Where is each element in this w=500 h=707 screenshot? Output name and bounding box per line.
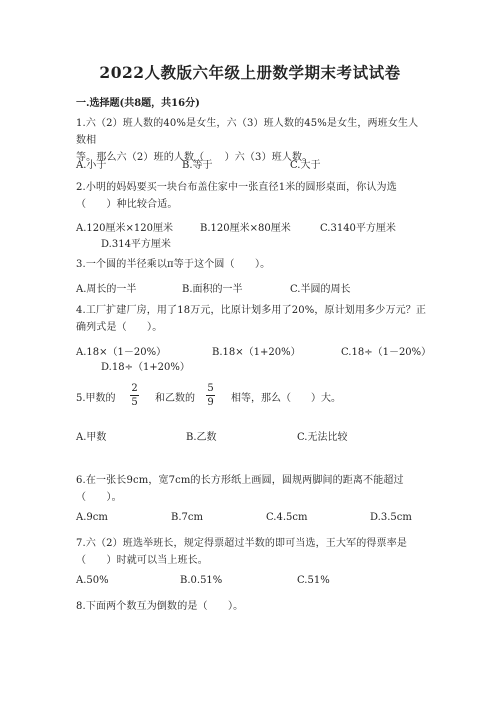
question-4-line-1: 4.工厂扩建厂房，用了18万元，比原计划多用了20%，原计划用多少万元？正	[76, 305, 427, 316]
question-2-option-d[interactable]: D.314平方厘米	[101, 239, 171, 250]
fraction-1-bar	[130, 395, 139, 396]
question-1-option-b[interactable]: B.等于	[182, 160, 213, 171]
question-4-line-2: 确列式是（ ）。	[76, 322, 163, 333]
question-7-option-c[interactable]: C.51%	[297, 575, 330, 586]
question-3-option-c[interactable]: C.半圆的周长	[290, 284, 351, 295]
fraction-1-denominator: 5	[131, 397, 138, 408]
question-1-line-2: 等。那么六（2）班的人数（ ）六（3）班人数。	[76, 152, 313, 163]
question-4	[76, 302, 428, 336]
question-8	[76, 598, 428, 615]
question-3-option-a[interactable]: A.周长的一半	[76, 284, 137, 295]
question-6-line-2: （ ）。	[76, 492, 122, 503]
question-1-line-1: 1.六（2）班人数的40%是女生，六（3）班人数的45%是女生，两班女生人数相	[76, 118, 419, 146]
section-heading: 一.选择题(共8题，共16分)	[76, 98, 200, 109]
question-7-option-b[interactable]: B.0.51%	[180, 575, 223, 586]
question-4-option-a[interactable]: A.18×（1－20%）	[76, 347, 167, 358]
fraction-2-denominator: 9	[207, 397, 214, 408]
question-5-option-b[interactable]: B.乙数	[186, 432, 217, 443]
fraction-2-bar	[206, 395, 215, 396]
question-8-line-1: 8.下面两个数互为倒数的是（ ）。	[76, 601, 244, 612]
question-4-option-c[interactable]: C.18÷（1－20%）	[341, 347, 432, 358]
question-6-option-d[interactable]: D.3.5cm	[370, 512, 412, 523]
question-4-option-b[interactable]: B.18×（1+20%）	[212, 347, 301, 358]
question-2-option-c[interactable]: C.3140平方厘米	[320, 223, 396, 234]
fraction-1-numerator: 2	[131, 383, 138, 394]
question-6-option-a[interactable]: A.9cm	[76, 512, 108, 523]
question-5-fraction-2	[206, 383, 215, 408]
question-6	[76, 472, 428, 506]
page-title: 2022人教版六年级上册数学期末考试试卷	[99, 63, 401, 82]
question-3-line-1: 3.一个圆的半径乘以π等于这个圆（ ）。	[76, 259, 271, 270]
question-6-option-c[interactable]: C.4.5cm	[266, 512, 308, 523]
question-3	[76, 256, 428, 273]
question-6-line-1: 6.在一张长9cm，宽7cm的长方形纸上画圆，圆规两脚间的距离不能超过	[76, 475, 404, 486]
question-5-prefix: 5.甲数的	[76, 393, 116, 404]
question-6-option-b[interactable]: B.7cm	[171, 512, 203, 523]
question-2-line-1: 2.小明的妈妈要买一块台布盖住家中一张直径1米的圆形桌面，你认为选	[76, 182, 397, 193]
question-7-line-1: 7.六（2）班选举班长，规定得票超过半数的即可当选，王大军的得票率是	[76, 538, 408, 549]
question-1-option-a[interactable]: A.小于	[76, 160, 107, 171]
question-5-fraction-1	[130, 383, 139, 408]
question-1-option-c[interactable]: C.大于	[290, 160, 321, 171]
question-7-option-a[interactable]: A.50%	[76, 575, 109, 586]
question-7	[76, 535, 428, 569]
question-5-option-a[interactable]: A.甲数	[76, 432, 107, 443]
question-5-middle: 和乙数的	[155, 393, 195, 404]
fraction-2-numerator: 5	[207, 383, 214, 394]
question-2	[76, 179, 428, 213]
question-1	[76, 115, 428, 166]
question-5-suffix: 相等，那么（ ）大。	[231, 393, 341, 404]
question-2-option-a[interactable]: A.120厘米×120厘米	[76, 223, 173, 234]
question-2-option-b[interactable]: B.120厘米×80厘米	[200, 223, 291, 234]
question-3-option-b[interactable]: B.面积的一半	[182, 284, 243, 295]
question-5-option-c[interactable]: C.无法比较	[297, 432, 348, 443]
question-4-option-d[interactable]: D.18÷（1+20%）	[101, 362, 190, 373]
question-2-line-2: （ ）种比较合适。	[76, 199, 178, 210]
question-7-line-2: （ ）时就可以当上班长。	[76, 555, 208, 566]
